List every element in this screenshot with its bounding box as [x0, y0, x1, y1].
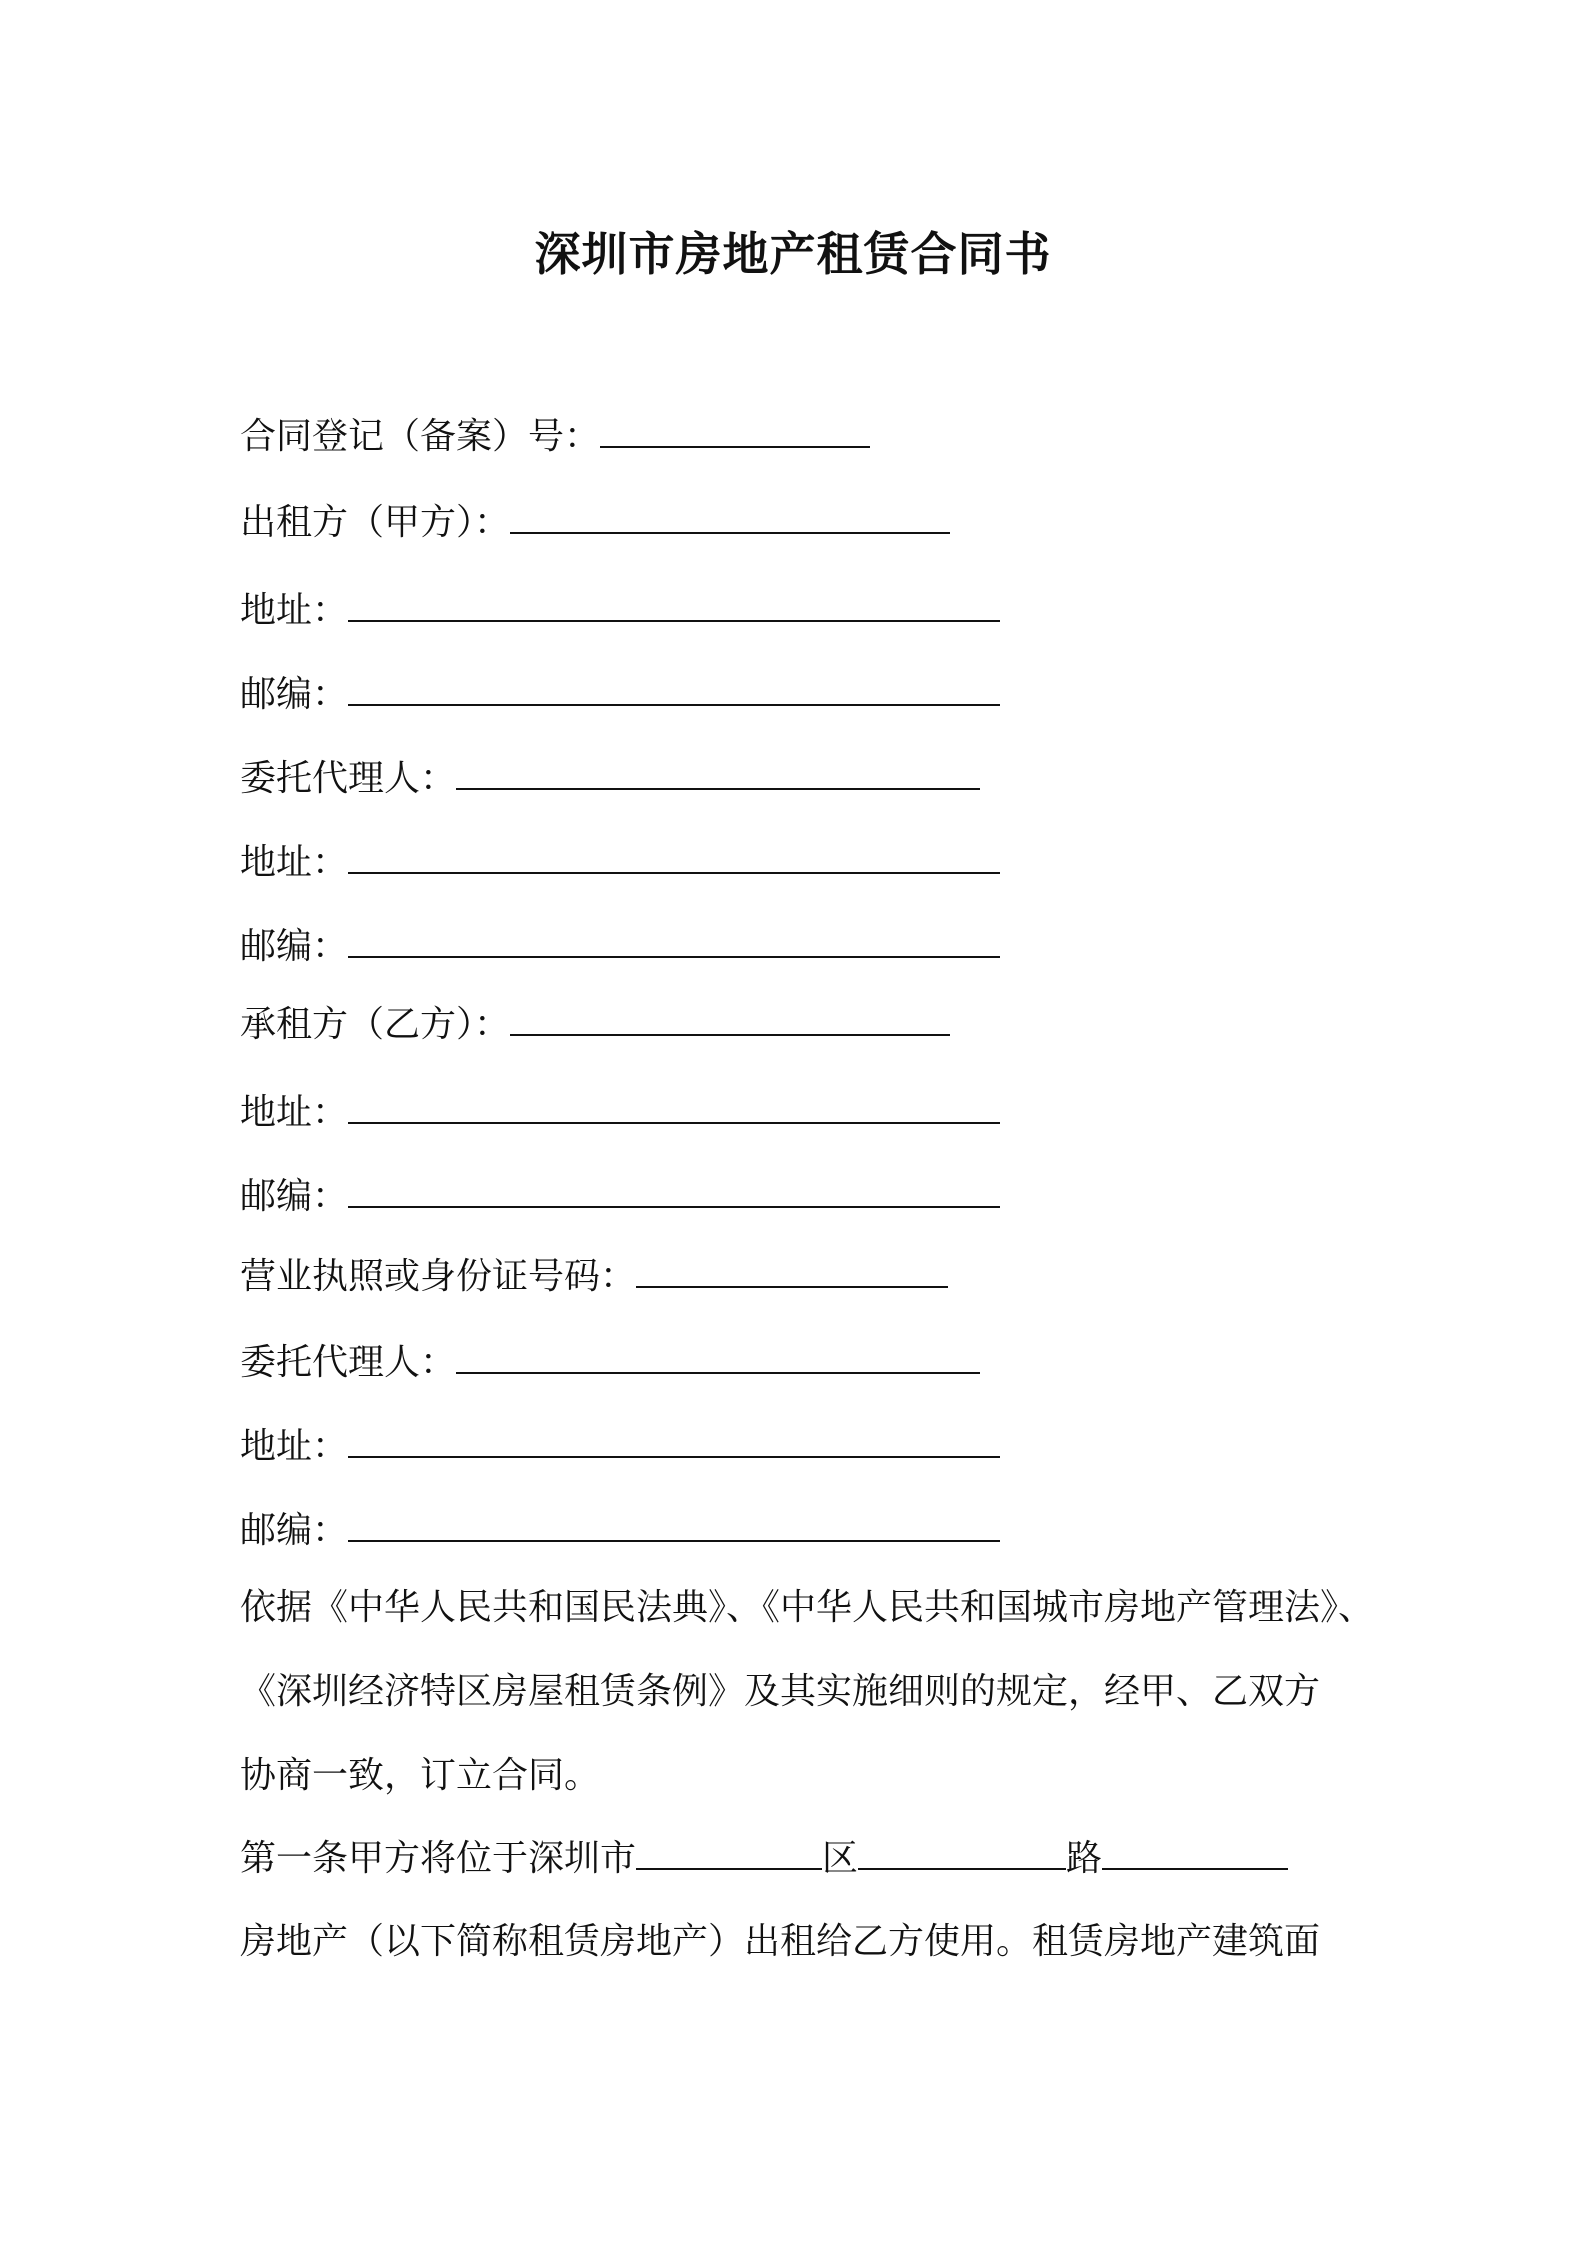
- article-1-prefix: 第一条甲方将位于深圳市: [240, 1838, 637, 1879]
- field-lessor-agent-address: [240, 838, 1000, 887]
- fill-in-blank[interactable]: [348, 1088, 1000, 1124]
- field-label: 邮编：: [240, 674, 349, 715]
- field-label: 营业执照或身份证号码：: [240, 1256, 637, 1297]
- document-title: 深圳市房地产租赁合同书: [534, 227, 1052, 281]
- district-label: 区: [822, 1838, 859, 1879]
- field-label: 委托代理人：: [240, 1342, 457, 1383]
- fill-in-blank[interactable]: [348, 586, 1000, 622]
- fill-in-blank[interactable]: [348, 1172, 1000, 1208]
- field-label: 地址：: [240, 1092, 349, 1133]
- field-lessor: [240, 498, 950, 547]
- field-label: 委托代理人：: [240, 758, 457, 799]
- preamble-line: 依据《中华人民共和国民法典》、《中华人民共和国城市房地产管理法》、: [240, 1587, 1375, 1628]
- field-registration-no: [240, 412, 870, 461]
- field-lessor-address: [240, 586, 1000, 635]
- field-lessor-agent-postcode: [240, 922, 1000, 971]
- fill-in-blank[interactable]: [510, 1000, 950, 1036]
- fill-in-blank[interactable]: [456, 1338, 980, 1374]
- field-label: 承租方（乙方）：: [240, 1004, 511, 1045]
- field-lessee-id-number: [240, 1252, 948, 1301]
- field-label: 地址：: [240, 590, 349, 631]
- fill-in-blank[interactable]: [348, 1422, 1000, 1458]
- field-lessor-postcode: [240, 670, 1000, 719]
- fill-in-blank[interactable]: [510, 498, 950, 534]
- article-1-line-1: [240, 1834, 1288, 1883]
- article-1-line-2: 房地产（以下简称租赁房地产）出租给乙方使用。租赁房地产建筑面: [240, 1921, 1321, 1962]
- field-label: 邮编：: [240, 926, 349, 967]
- road-label: 路: [1066, 1838, 1103, 1879]
- fill-in-blank[interactable]: [348, 1506, 1000, 1542]
- fill-in-blank[interactable]: [456, 754, 980, 790]
- field-lessee-agent-postcode: [240, 1506, 1000, 1555]
- fill-in-blank[interactable]: [636, 1252, 948, 1288]
- field-label: 邮编：: [240, 1510, 349, 1551]
- road-number-blank[interactable]: [1102, 1834, 1288, 1870]
- field-lessor-agent: [240, 754, 980, 803]
- field-lessee-postcode: [240, 1172, 1000, 1221]
- field-label: 出租方（甲方）：: [240, 502, 511, 543]
- road-blank[interactable]: [858, 1834, 1066, 1870]
- preamble-line: 《深圳经济特区房屋租赁条例》及其实施细则的规定，经甲、乙双方: [240, 1671, 1321, 1712]
- district-blank[interactable]: [636, 1834, 822, 1870]
- preamble-line: 协商一致，订立合同。: [240, 1755, 601, 1796]
- field-label: 合同登记（备案）号：: [240, 416, 601, 457]
- field-lessee-agent-address: [240, 1422, 1000, 1471]
- fill-in-blank[interactable]: [348, 922, 1000, 958]
- field-lessee-address: [240, 1088, 1000, 1137]
- fill-in-blank[interactable]: [348, 670, 1000, 706]
- fill-in-blank[interactable]: [348, 838, 1000, 874]
- field-lessee-agent: [240, 1338, 980, 1387]
- field-label: 地址：: [240, 1426, 349, 1467]
- field-lessee: [240, 1000, 950, 1049]
- fill-in-blank[interactable]: [600, 412, 870, 448]
- field-label: 邮编：: [240, 1176, 349, 1217]
- field-label: 地址：: [240, 842, 349, 883]
